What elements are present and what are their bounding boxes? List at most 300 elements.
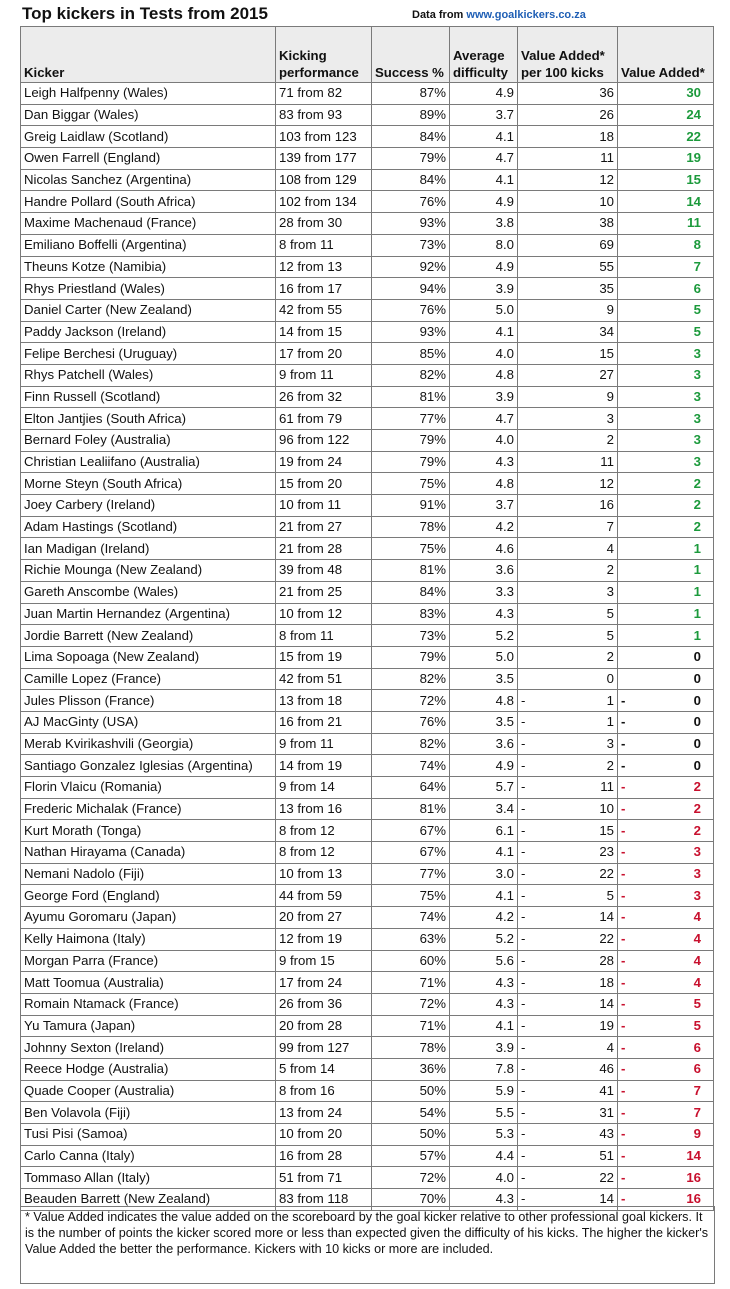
cell-performance-text: 21 from 25 <box>279 584 343 600</box>
cell-value-added-per-100-text: 2 <box>606 432 614 448</box>
cell-difficulty <box>450 538 518 560</box>
cell-kicker-text: Kurt Morath (Tonga) <box>24 822 142 838</box>
negative-sign: - <box>521 735 526 751</box>
cell-kicker-text: Camille Lopez (France) <box>24 670 162 686</box>
cell-performance-text: 12 from 19 <box>279 931 343 947</box>
cell-value-added <box>618 625 714 647</box>
cell-difficulty-text: 3.7 <box>495 497 514 513</box>
cell-success-text: 79% <box>419 150 446 166</box>
cell-kicker-text: Carlo Canna (Italy) <box>24 1148 135 1164</box>
cell-value-added-text: 2 <box>693 779 701 795</box>
cell-kicker <box>21 278 276 300</box>
cell-success <box>372 972 450 994</box>
table-row <box>21 1015 714 1037</box>
cell-success <box>372 690 450 712</box>
cell-value-added-text: 3 <box>693 367 701 383</box>
negative-sign: - <box>621 1082 626 1098</box>
cell-value-added <box>618 83 714 105</box>
negative-sign: - <box>621 692 626 708</box>
table-row <box>21 690 714 712</box>
negative-sign: - <box>521 974 526 990</box>
cell-kicker-text: Joey Carbery (Ireland) <box>24 497 156 513</box>
cell-value-added-text: 3 <box>693 454 701 470</box>
cell-kicker <box>21 972 276 994</box>
page-title: Top kickers in Tests from 2015 <box>22 4 268 23</box>
cell-kicker <box>21 148 276 170</box>
cell-kicker-text: Merab Kvirikashvili (Georgia) <box>24 735 194 751</box>
cell-value-added-text: 0 <box>693 692 701 708</box>
table-row <box>21 451 714 473</box>
cell-performance <box>276 1058 372 1080</box>
cell-success <box>372 148 450 170</box>
table-row <box>21 1167 714 1189</box>
negative-sign: - <box>621 1126 626 1142</box>
cell-difficulty <box>450 603 518 625</box>
cell-performance-text: 12 from 13 <box>279 258 343 274</box>
cell-performance-text: 51 from 71 <box>279 1169 343 1185</box>
cell-performance-text: 20 from 28 <box>279 1017 343 1033</box>
cell-value-added-per-100-text: 15 <box>599 345 614 361</box>
cell-difficulty-text: 3.5 <box>495 714 514 730</box>
cell-kicker <box>21 1058 276 1080</box>
cell-performance-text: 39 from 48 <box>279 562 343 578</box>
cell-success <box>372 83 450 105</box>
negative-sign: - <box>621 801 626 817</box>
cell-difficulty <box>450 690 518 712</box>
cell-kicker <box>21 1124 276 1146</box>
cell-value-added-per-100 <box>518 1124 618 1146</box>
cell-success-text: 73% <box>419 627 446 643</box>
cell-kicker <box>21 213 276 235</box>
cell-kicker <box>21 1015 276 1037</box>
cell-success-text: 81% <box>419 801 446 817</box>
cell-value-added <box>618 299 714 321</box>
negative-sign: - <box>521 996 526 1012</box>
negative-sign: - <box>521 1039 526 1055</box>
table-row <box>21 126 714 148</box>
cell-value-added-text: 5 <box>693 302 701 318</box>
cell-performance-text: 108 from 129 <box>279 172 357 188</box>
cell-value-added-per-100-text: 5 <box>606 627 614 643</box>
table-body <box>21 83 714 1211</box>
cell-success <box>372 538 450 560</box>
cell-difficulty-text: 4.4 <box>495 1148 514 1164</box>
cell-difficulty <box>450 885 518 907</box>
cell-value-added <box>618 798 714 820</box>
cell-kicker <box>21 777 276 799</box>
cell-difficulty <box>450 321 518 343</box>
cell-difficulty-text: 3.5 <box>495 670 514 686</box>
cell-performance <box>276 256 372 278</box>
cell-difficulty <box>450 83 518 105</box>
cell-success-text: 83% <box>419 605 446 621</box>
negative-sign: - <box>521 1169 526 1185</box>
cell-value-added <box>618 213 714 235</box>
cell-performance <box>276 907 372 929</box>
cell-success-text: 94% <box>419 280 446 296</box>
cell-kicker-text: Handre Pollard (South Africa) <box>24 193 196 209</box>
cell-kicker-text: Tusi Pisi (Samoa) <box>24 1126 128 1142</box>
cell-difficulty <box>450 581 518 603</box>
cell-value-added <box>618 1145 714 1167</box>
table-row <box>21 1058 714 1080</box>
cell-value-added-text: 1 <box>693 627 701 643</box>
table-row <box>21 213 714 235</box>
cell-performance-text: 83 from 93 <box>279 107 343 123</box>
table-row <box>21 1102 714 1124</box>
cell-value-added <box>618 777 714 799</box>
cell-value-added-text: 22 <box>686 128 701 144</box>
cell-difficulty <box>450 1167 518 1189</box>
cell-value-added-per-100-text: 3 <box>606 410 614 426</box>
table-row <box>21 386 714 408</box>
cell-value-added-text: 14 <box>686 1148 701 1164</box>
data-source-link[interactable]: www.goalkickers.co.za <box>466 9 586 21</box>
cell-value-added-text: 7 <box>693 258 701 274</box>
cell-success <box>372 516 450 538</box>
cell-kicker <box>21 711 276 733</box>
cell-value-added <box>618 169 714 191</box>
cell-value-added-per-100 <box>518 364 618 386</box>
table-row <box>21 104 714 126</box>
cell-kicker <box>21 256 276 278</box>
cell-value-added-per-100 <box>518 473 618 495</box>
cell-value-added-per-100 <box>518 907 618 929</box>
cell-kicker-text: Morne Steyn (South Africa) <box>24 475 183 491</box>
cell-value-added <box>618 733 714 755</box>
cell-difficulty-text: 4.3 <box>495 605 514 621</box>
cell-success-text: 75% <box>419 540 446 556</box>
cell-difficulty <box>450 1058 518 1080</box>
cell-value-added <box>618 581 714 603</box>
cell-kicker <box>21 364 276 386</box>
cell-value-added <box>618 950 714 972</box>
cell-value-added-per-100-text: 35 <box>599 280 614 296</box>
cell-success <box>372 278 450 300</box>
cell-kicker <box>21 430 276 452</box>
cell-value-added <box>618 603 714 625</box>
cell-performance <box>276 928 372 950</box>
col-header-kicker: Kicker <box>21 27 276 83</box>
cell-success-text: 77% <box>419 410 446 426</box>
cell-difficulty-text: 4.0 <box>495 1169 514 1185</box>
cell-success <box>372 820 450 842</box>
cell-performance <box>276 148 372 170</box>
cell-difficulty <box>450 950 518 972</box>
cell-success-text: 78% <box>419 519 446 535</box>
cell-value-added-text: 3 <box>693 432 701 448</box>
negative-sign: - <box>521 1061 526 1077</box>
cell-value-added-per-100 <box>518 408 618 430</box>
cell-value-added-per-100 <box>518 1080 618 1102</box>
cell-difficulty-text: 7.8 <box>495 1061 514 1077</box>
table-row <box>21 950 714 972</box>
cell-performance <box>276 299 372 321</box>
table-row <box>21 83 714 105</box>
cell-value-added-per-100-text: 1 <box>606 692 614 708</box>
table-row <box>21 538 714 560</box>
cell-kicker <box>21 516 276 538</box>
cell-value-added-per-100-text: 46 <box>599 1061 614 1077</box>
cell-performance <box>276 430 372 452</box>
cell-kicker <box>21 560 276 582</box>
cell-performance-text: 17 from 24 <box>279 974 343 990</box>
cell-value-added-per-100-text: 2 <box>606 757 614 773</box>
cell-performance-text: 8 from 11 <box>279 627 334 643</box>
cell-value-added-per-100-text: 19 <box>599 1017 614 1033</box>
cell-value-added-per-100-text: 2 <box>606 649 614 665</box>
negative-sign: - <box>621 1104 626 1120</box>
cell-kicker-text: Gareth Anscombe (Wales) <box>24 584 179 600</box>
cell-kicker-text: Johnny Sexton (Ireland) <box>24 1039 165 1055</box>
cell-value-added-text: 6 <box>693 1039 701 1055</box>
cell-value-added <box>618 863 714 885</box>
cell-performance-text: 103 from 123 <box>279 128 357 144</box>
cell-success <box>372 256 450 278</box>
cell-value-added-per-100 <box>518 299 618 321</box>
cell-value-added-per-100-text: 12 <box>599 475 614 491</box>
cell-value-added <box>618 408 714 430</box>
cell-success-text: 74% <box>419 757 446 773</box>
cell-value-added-per-100 <box>518 581 618 603</box>
cell-success-text: 63% <box>419 931 446 947</box>
cell-value-added <box>618 1080 714 1102</box>
cell-value-added <box>618 538 714 560</box>
cell-difficulty <box>450 495 518 517</box>
cell-value-added <box>618 148 714 170</box>
cell-value-added <box>618 126 714 148</box>
cell-success-text: 75% <box>419 887 446 903</box>
cell-success-text: 71% <box>419 1017 446 1033</box>
cell-success <box>372 798 450 820</box>
cell-value-added-text: 2 <box>693 519 701 535</box>
cell-value-added-text: 4 <box>693 952 701 968</box>
cell-value-added-per-100-text: 23 <box>599 844 614 860</box>
cell-performance-text: 21 from 28 <box>279 540 343 556</box>
cell-success <box>372 213 450 235</box>
cell-value-added-text: 3 <box>693 866 701 882</box>
cell-difficulty <box>450 1080 518 1102</box>
cell-value-added-text: 4 <box>693 974 701 990</box>
cell-success-text: 91% <box>419 497 446 513</box>
cell-performance <box>276 1102 372 1124</box>
negative-sign: - <box>621 1061 626 1077</box>
cell-success <box>372 581 450 603</box>
cell-value-added-per-100 <box>518 1037 618 1059</box>
cell-performance-text: 5 from 14 <box>279 1061 335 1077</box>
cell-success-text: 76% <box>419 302 446 318</box>
negative-sign: - <box>521 692 526 708</box>
cell-success <box>372 777 450 799</box>
cell-value-added-per-100 <box>518 603 618 625</box>
table-row <box>21 885 714 907</box>
cell-difficulty-text: 4.1 <box>495 1017 514 1033</box>
cell-success <box>372 928 450 950</box>
table-row <box>21 928 714 950</box>
cell-kicker <box>21 820 276 842</box>
cell-value-added-per-100 <box>518 191 618 213</box>
cell-value-added-per-100-text: 51 <box>599 1148 614 1164</box>
cell-value-added-per-100 <box>518 451 618 473</box>
cell-value-added-per-100-text: 55 <box>599 258 614 274</box>
cell-success <box>372 430 450 452</box>
cell-value-added-per-100-text: 11 <box>600 454 614 470</box>
negative-sign: - <box>621 757 626 773</box>
table-row <box>21 408 714 430</box>
cell-kicker-text: Morgan Parra (France) <box>24 952 159 968</box>
cell-difficulty-text: 5.0 <box>495 302 514 318</box>
cell-kicker <box>21 798 276 820</box>
cell-performance-text: 102 from 134 <box>279 193 357 209</box>
cell-success-text: 36% <box>419 1061 446 1077</box>
cell-value-added-per-100 <box>518 343 618 365</box>
cell-difficulty-text: 3.3 <box>495 584 514 600</box>
cell-performance-text: 15 from 19 <box>279 649 343 665</box>
cell-kicker-text: Ian Madigan (Ireland) <box>24 540 150 556</box>
cell-success <box>372 1037 450 1059</box>
cell-success <box>372 1145 450 1167</box>
cell-performance-text: 26 from 32 <box>279 388 343 404</box>
cell-success <box>372 321 450 343</box>
cell-value-added <box>618 1058 714 1080</box>
cell-performance <box>276 972 372 994</box>
cell-success <box>372 408 450 430</box>
cell-success-text: 78% <box>419 1039 446 1055</box>
negative-sign: - <box>521 866 526 882</box>
cell-difficulty-text: 4.3 <box>495 996 514 1012</box>
cell-kicker <box>21 1080 276 1102</box>
cell-difficulty-text: 3.7 <box>495 107 514 123</box>
cell-success-text: 70% <box>419 1191 446 1207</box>
cell-success <box>372 842 450 864</box>
cell-value-added <box>618 104 714 126</box>
cell-value-added-per-100 <box>518 885 618 907</box>
cell-value-added-per-100-text: 14 <box>599 1191 614 1207</box>
cell-performance-text: 13 from 24 <box>279 1104 343 1120</box>
cell-difficulty-text: 4.6 <box>495 540 514 556</box>
cell-difficulty <box>450 278 518 300</box>
cell-kicker-text: Theuns Kotze (Namibia) <box>24 258 167 274</box>
cell-value-added-per-100-text: 43 <box>599 1126 614 1142</box>
cell-performance-text: 10 from 20 <box>279 1126 343 1142</box>
cell-success-text: 50% <box>419 1126 446 1142</box>
cell-value-added-per-100-text: 3 <box>606 735 614 751</box>
cell-difficulty-text: 5.2 <box>495 931 514 947</box>
cell-kicker-text: Lima Sopoaga (New Zealand) <box>24 649 200 665</box>
cell-success <box>372 364 450 386</box>
cell-kicker <box>21 191 276 213</box>
table-row <box>21 733 714 755</box>
cell-performance <box>276 863 372 885</box>
cell-success <box>372 863 450 885</box>
cell-kicker-text: Reece Hodge (Australia) <box>24 1061 169 1077</box>
cell-kicker-text: Ayumu Goromaru (Japan) <box>24 909 177 925</box>
cell-value-added-per-100-text: 14 <box>599 909 614 925</box>
cell-difficulty-text: 4.2 <box>495 519 514 535</box>
cell-difficulty <box>450 733 518 755</box>
cell-kicker-text: Bernard Foley (Australia) <box>24 432 171 448</box>
cell-performance-text: 26 from 36 <box>279 996 343 1012</box>
cell-value-added <box>618 473 714 495</box>
table-row <box>21 148 714 170</box>
cell-value-added-text: 19 <box>686 150 701 166</box>
cell-difficulty <box>450 299 518 321</box>
cell-kicker-text: Rhys Priestland (Wales) <box>24 280 165 296</box>
cell-difficulty <box>450 625 518 647</box>
cell-kicker-text: Nicolas Sanchez (Argentina) <box>24 172 192 188</box>
cell-difficulty-text: 5.9 <box>495 1082 514 1098</box>
cell-success-text: 87% <box>419 85 446 101</box>
cell-success-text: 77% <box>419 866 446 882</box>
cell-value-added-per-100 <box>518 1058 618 1080</box>
cell-performance <box>276 169 372 191</box>
negative-sign: - <box>621 714 626 730</box>
cell-kicker <box>21 1037 276 1059</box>
cell-performance-text: 10 from 12 <box>279 605 343 621</box>
cell-difficulty <box>450 972 518 994</box>
cell-success-text: 81% <box>419 562 446 578</box>
cell-performance-text: 14 from 15 <box>279 323 343 339</box>
cell-value-added-text: 6 <box>693 280 701 296</box>
cell-performance <box>276 820 372 842</box>
cell-difficulty <box>450 213 518 235</box>
cell-success <box>372 386 450 408</box>
cell-kicker-text: George Ford (England) <box>24 887 160 903</box>
cell-value-added-per-100 <box>518 1102 618 1124</box>
cell-value-added-per-100 <box>518 928 618 950</box>
cell-success-text: 64% <box>419 779 446 795</box>
cell-kicker <box>21 234 276 256</box>
cell-value-added-text: 5 <box>693 996 701 1012</box>
cell-value-added-text: 7 <box>693 1082 701 1098</box>
cell-success <box>372 299 450 321</box>
cell-difficulty <box>450 516 518 538</box>
cell-performance-text: 15 from 20 <box>279 475 343 491</box>
cell-value-added <box>618 928 714 950</box>
cell-success-text: 93% <box>419 323 446 339</box>
cell-performance-text: 139 from 177 <box>279 150 357 166</box>
cell-success <box>372 1015 450 1037</box>
cell-performance <box>276 798 372 820</box>
cell-difficulty <box>450 126 518 148</box>
negative-sign: - <box>521 1104 526 1120</box>
cell-difficulty-text: 3.9 <box>495 1039 514 1055</box>
table-row <box>21 842 714 864</box>
negative-sign: - <box>521 952 526 968</box>
cell-difficulty-text: 4.9 <box>495 193 514 209</box>
cell-performance <box>276 581 372 603</box>
cell-difficulty-text: 4.3 <box>495 1191 514 1207</box>
cell-difficulty <box>450 928 518 950</box>
table-row <box>21 364 714 386</box>
table-row <box>21 755 714 777</box>
cell-value-added <box>618 1015 714 1037</box>
negative-sign: - <box>621 1017 626 1033</box>
cell-value-added-per-100 <box>518 711 618 733</box>
cell-difficulty-text: 6.1 <box>495 822 514 838</box>
cell-success-text: 85% <box>419 345 446 361</box>
cell-value-added-per-100 <box>518 1167 618 1189</box>
cell-kicker-text: Dan Biggar (Wales) <box>24 107 139 123</box>
table-row <box>21 625 714 647</box>
negative-sign: - <box>621 974 626 990</box>
cell-kicker-text: Matt Toomua (Australia) <box>24 974 164 990</box>
cell-success <box>372 1102 450 1124</box>
cell-kicker <box>21 451 276 473</box>
cell-difficulty <box>450 191 518 213</box>
cell-success <box>372 343 450 365</box>
cell-performance-text: 16 from 17 <box>279 280 343 296</box>
